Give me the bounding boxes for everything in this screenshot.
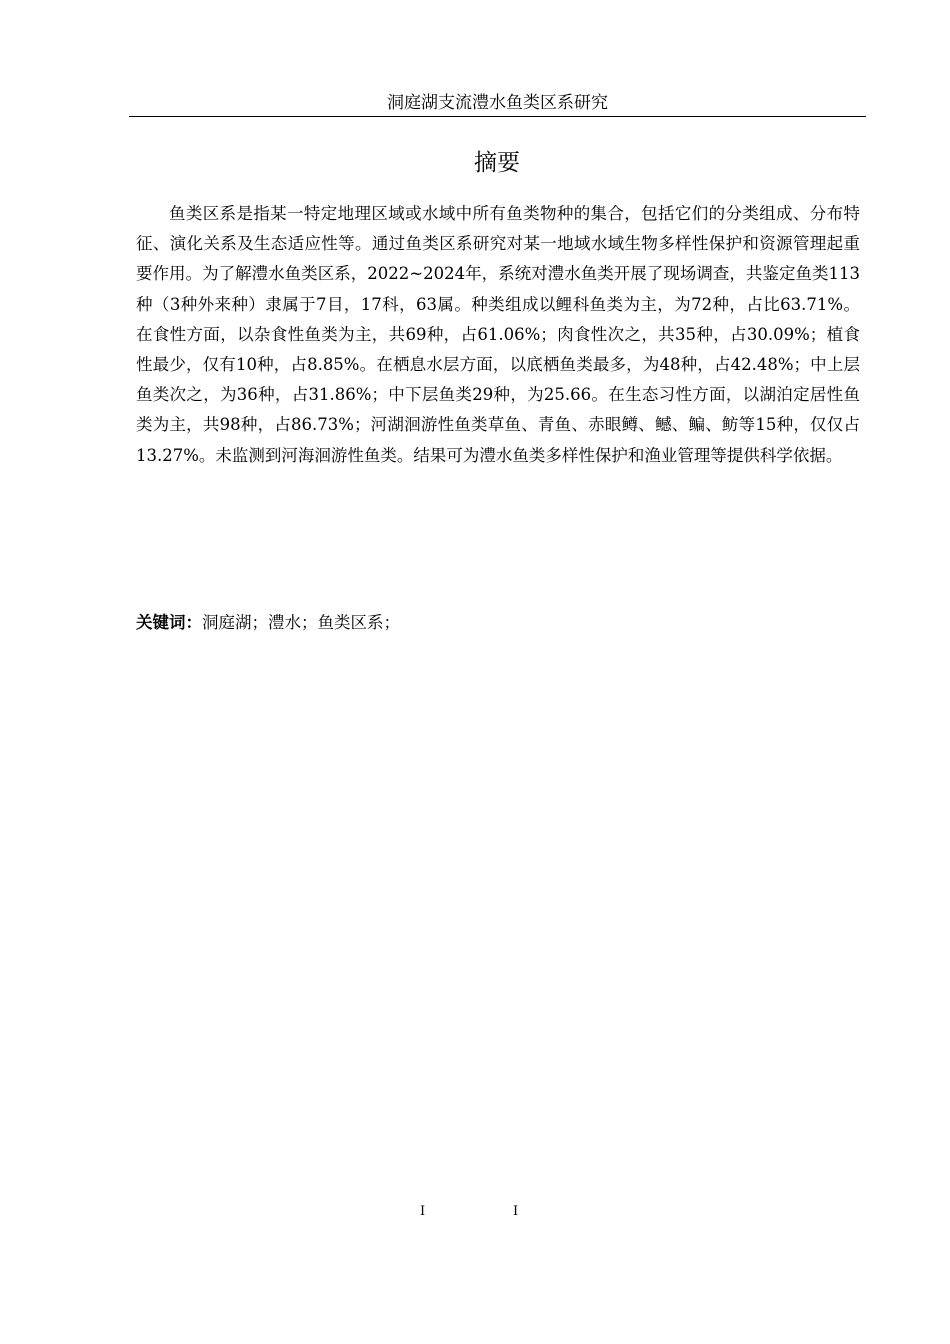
keywords-label: 关键词： [136, 613, 202, 632]
running-header: 洞庭湖支流澧水鱼类区系研究 [129, 92, 866, 117]
abstract-title: 摘要 [474, 150, 520, 176]
abstract-body: 鱼类区系是指某一特定地理区域或水域中所有鱼类物种的集合，包括它们的分类组成、分布特征、演化关系及生态适应性等。通过鱼类区系研究对某一地域水域生物多样性保护和资源管理起重要作用。为了解澧水鱼类区系，2022~2024年，系统对澧水鱼类开展了现场调查，共鉴定鱼类113种（3种外来种）隶属于7目，17科，63属。种类组成以鲤科鱼类为主，为72种，占比63.71%。在食性方面，以杂食性鱼类为主，共69种，占61.06%；肉食性次之，共35种，占30.09%；植食性最少，仅有10种，占8.85%。在栖息水层方面，以底栖鱼类最多，为48种，占42.48%；中上层鱼类次之，为36种，占31.86%；中下层鱼类29种，为25.66。在生态习性方面，以湖泊定居性鱼类为主，共98种，占86.73%；河湖洄游性鱼类草鱼、青鱼、赤眼鳟、鳡、鳊、鲂等15种，仅仅占13.27%。未监测到河海洄游性鱼类。结果可为澧水鱼类多样性保护和渔业管理等提供科学依据。 [136, 204, 860, 465]
keywords-line [136, 608, 860, 638]
keywords-text: 洞庭湖；澧水；鱼类区系； [202, 613, 400, 632]
page-number-left: I [420, 1204, 426, 1219]
page-number-right: I [513, 1204, 519, 1219]
